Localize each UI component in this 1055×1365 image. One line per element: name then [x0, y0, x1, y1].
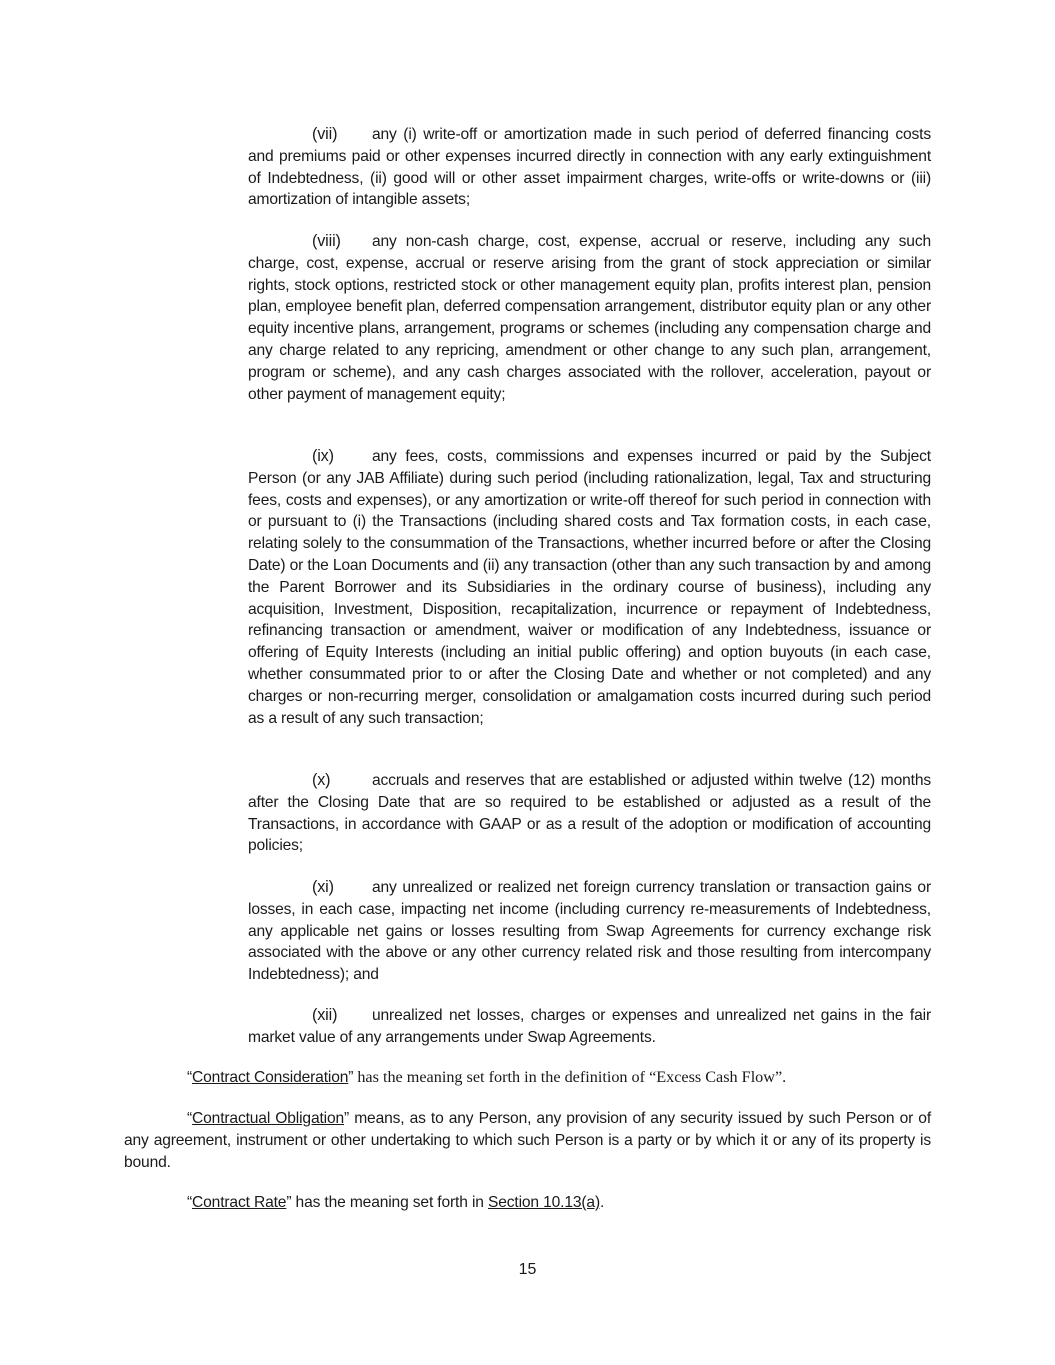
clause-ix [248, 446, 931, 729]
clause-number: (viii) [312, 232, 341, 250]
clause-text: any fees, costs, commissions and expenses incurred or paid by the Subject Person (or any JAB Affiliate) during such period (including rationalization, legal, Tax and structuring fees, costs and expenses), or any amortization or write-off thereof for such period in connection with or pursuant to (i) the Transactions (including shared costs and Tax formation costs, in each case, relating solely to the consummation of the Transactions, whether incurred before or after the Closing Date) or the Loan Documents and (ii) any transaction (other than any such transaction by and among the Parent Borrower and its Subsidiaries in the ordinary course of business), including any acquisition, Investment, Disposition, recapitalization, incurrence or repayment of Indebtedness, refinancing transaction or amendment, waiver or modification of any Indebtedness, issuance or offering of Equity Interests (including an initial public offering) and option buyouts (in each case, whether consummated prior to or after the Closing Date and whether or not completed) and any charges or non-recurring merger, consolidation or amalgamation costs incurred during such period as a result of any such transaction; [248, 448, 931, 727]
open-quote: “ [187, 1110, 193, 1127]
clause-xi [248, 877, 931, 986]
clause-vii [248, 124, 931, 211]
clause-number: (vii) [312, 125, 338, 143]
clause-number: (xi) [312, 878, 334, 896]
clause-text: accruals and reserves that are established or adjusted within twelve (12) months after the Closing Date that are so required to be established or adjusted as a result of the Transactions, in accordance with GAAP or as a result of the adoption or modification of accounting policies; [248, 772, 931, 855]
defined-term: Contractual Obligation [192, 1110, 345, 1127]
clause-x [248, 770, 931, 857]
section-reference: Section 10.13(a) [487, 1194, 600, 1211]
close-quote: ” [344, 1110, 350, 1127]
clause-number: (ix) [312, 447, 334, 465]
definition-text-end: . [600, 1194, 605, 1211]
clause-xii [248, 1005, 931, 1049]
definition-text: has the meaning set forth in the definition of “Excess Cash Flow”. [353, 1068, 787, 1086]
clause-text: any (i) write-off or amortization made in such period of deferred financing costs and premiums paid or other expenses incurred directly in connection with any early extinguishment of Indebtedness, (ii) good will or other asset impairment charges, write-offs or write-downs or (iii) amortization of intangible assets; [248, 126, 931, 209]
clause-text: unrealized net losses, charges or expenses and unrealized net gains in the fair market value of any arrangements under Swap Agreements. [248, 1007, 931, 1046]
clause-viii [248, 231, 931, 405]
defined-term: Contract Consideration [192, 1069, 349, 1086]
definition-text: has the meaning set forth in [291, 1194, 488, 1211]
clause-text: any unrealized or realized net foreign currency translation or transaction gains or losses, in each case, impacting net income (including currency re-measurements of Indebtedness, any applicable net gains or losses resulting from Swap Agreements for currency exchange risk associated with the above or any other currency related risk and those resulting from intercompany Indebtedness); and [248, 879, 931, 984]
open-quote: “ [187, 1194, 193, 1211]
definition-contractual-obligation [124, 1108, 931, 1173]
clause-text: any non-cash charge, cost, expense, accrual or reserve, including any such charge, cost, expense, accrual or reserve arising from the grant of stock appreciation or similar rights, stock options, restricted stock or other management equity plan, profits interest plan, pension plan, employee benefit plan, deferred compensation arrangement, distributor equity plan or any other equity incentive plans, arrangement, programs or schemes (including any compensation charge and any charge related to any repricing, amendment or other change to any such plan, arrangement, program or scheme), and any cash charges associated with the rollover, acceleration, payout or other payment of management equity; [248, 233, 931, 403]
close-quote: ” [348, 1069, 354, 1086]
defined-term: Contract Rate [192, 1194, 287, 1211]
definition-text: means, as to any Person, any provision of any security issued by such Person or of any agreement, instrument or other undertaking to which such Person is a party or by which it or any of its property is bound. [124, 1110, 932, 1171]
page-number: 15 [518, 1261, 537, 1278]
clause-number: (x) [312, 771, 331, 789]
clause-number: (xii) [312, 1006, 338, 1024]
definition-contract-consideration [124, 1067, 931, 1089]
open-quote: “ [187, 1069, 193, 1086]
close-quote: ” [286, 1194, 292, 1211]
definition-contract-rate [124, 1192, 931, 1214]
